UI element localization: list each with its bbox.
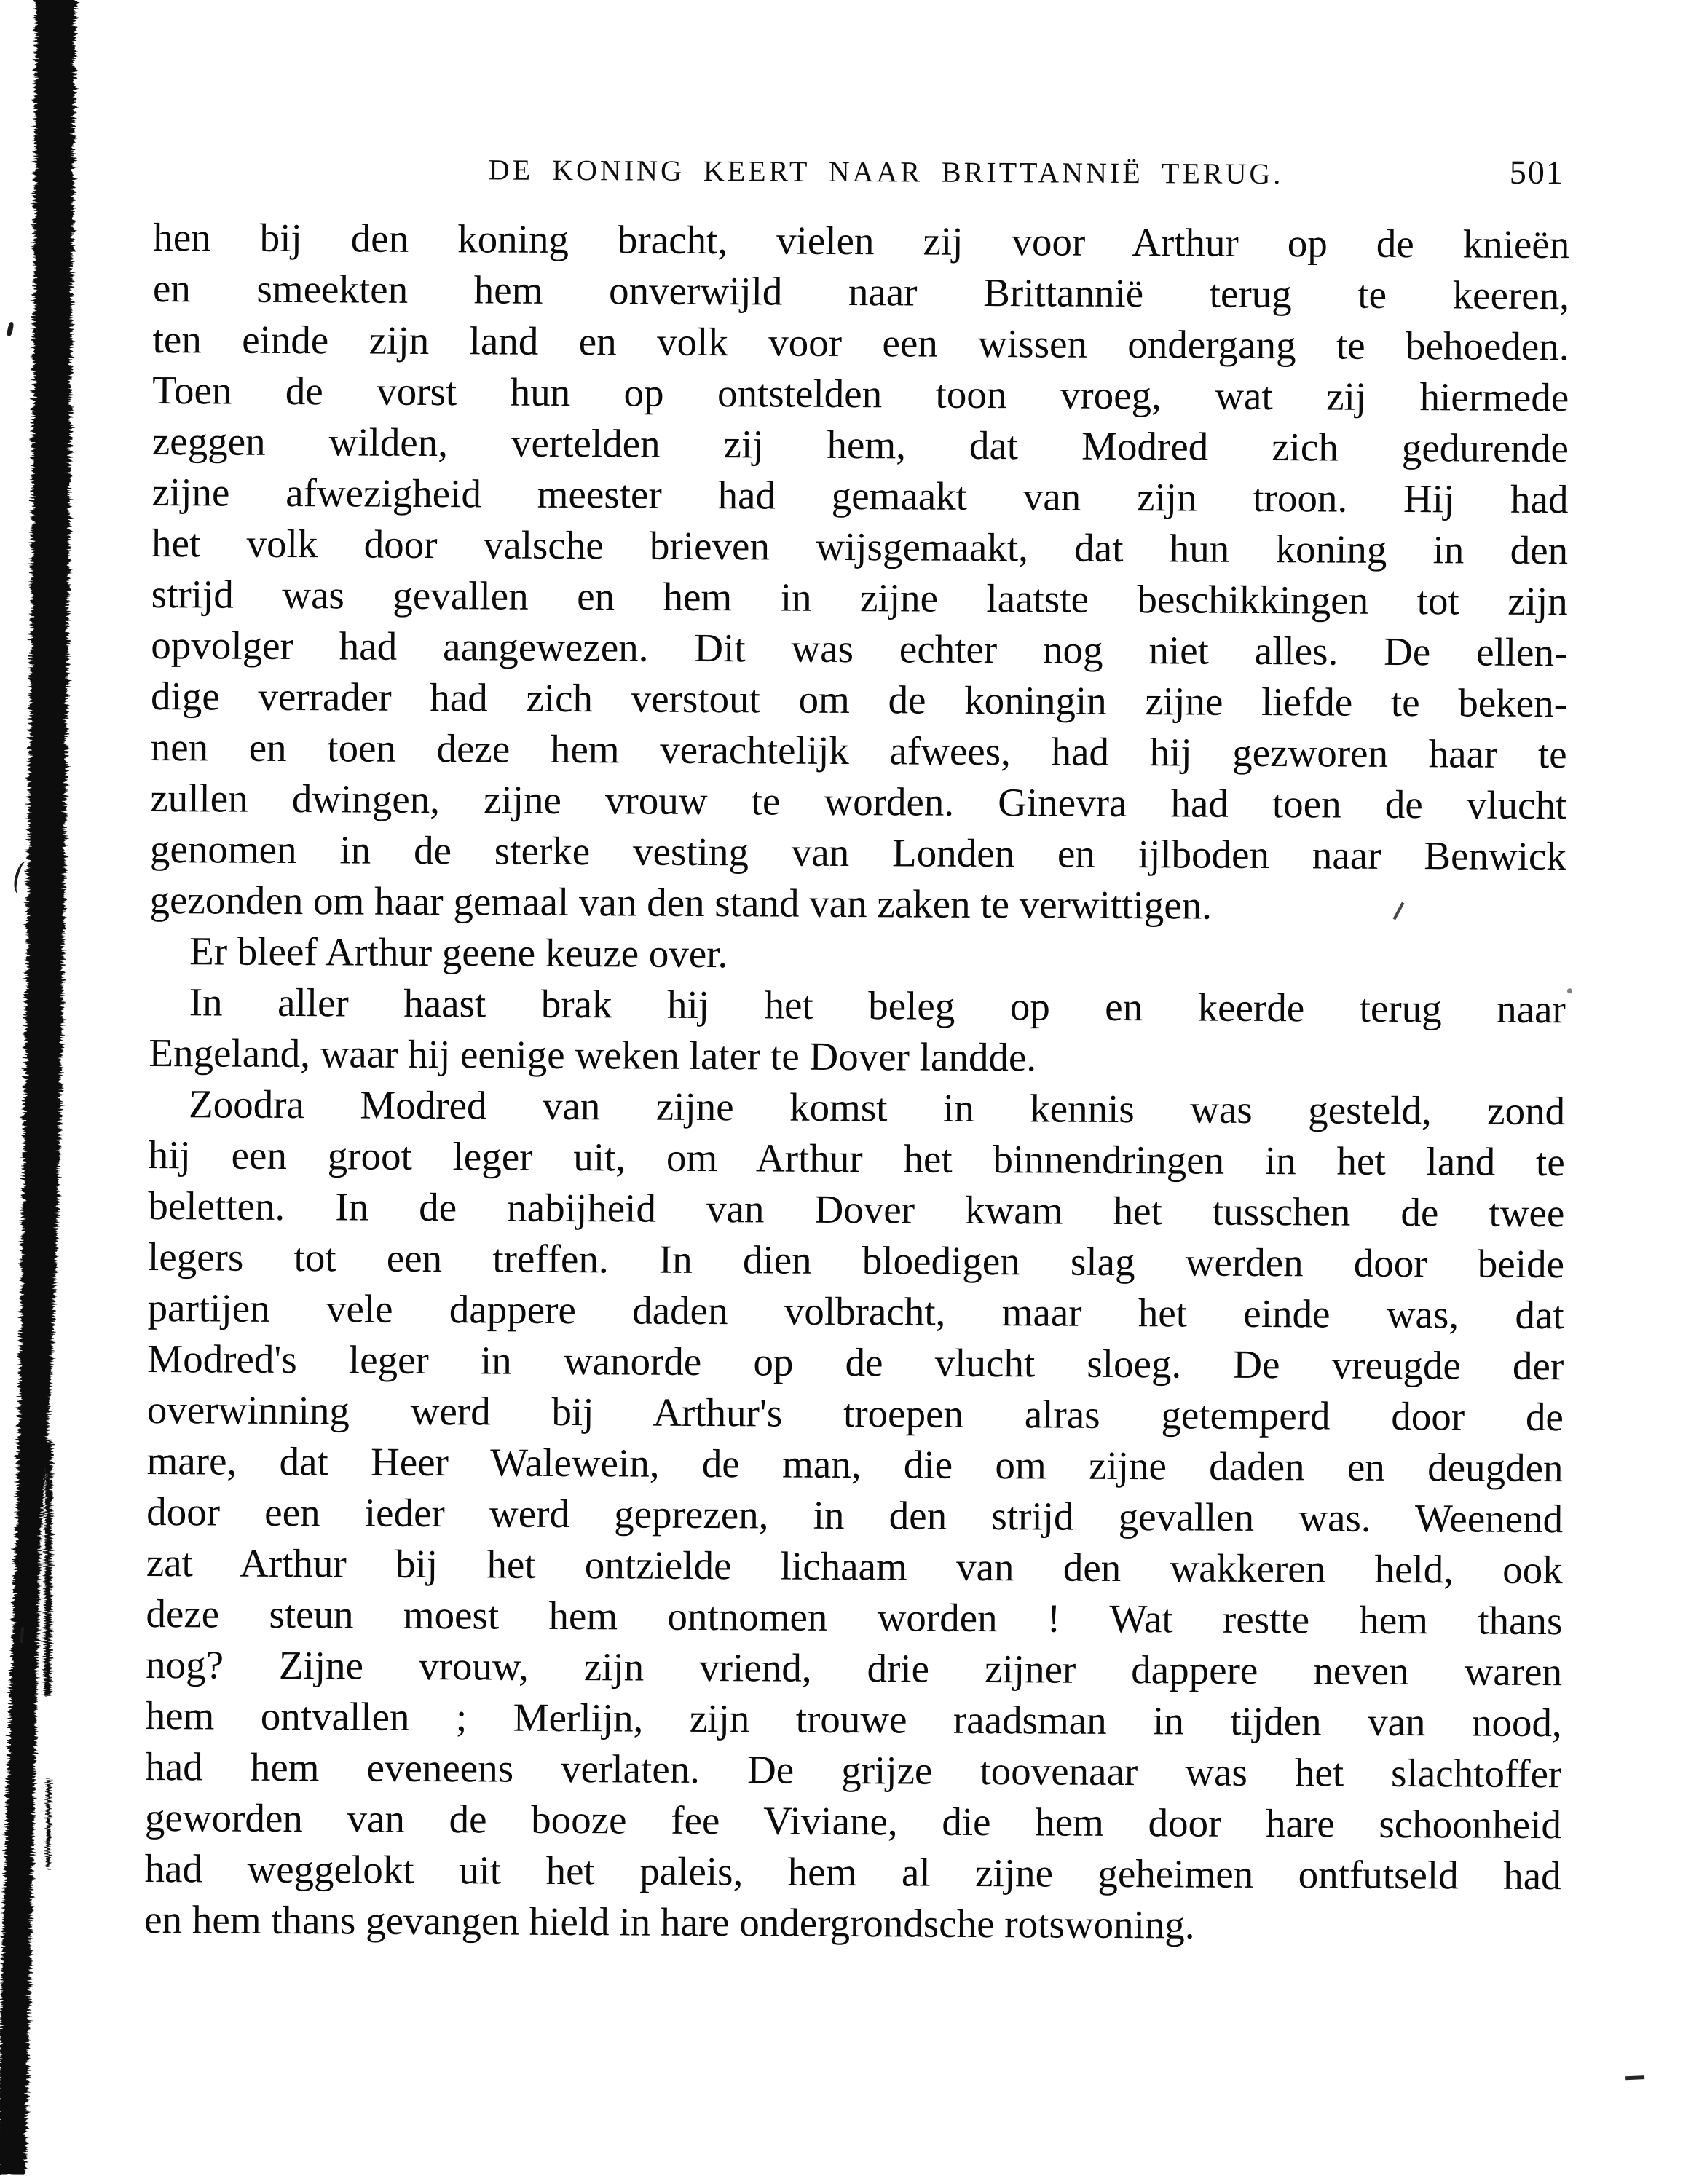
page-number: 501 (1509, 153, 1564, 192)
text-line: dige verrader had zich verstout om de koningin zijne liefde te beken- (150, 674, 1568, 726)
text-line: partijen vele dappere daden volbracht, maar het einde was, dat (147, 1285, 1564, 1338)
text-line: hem ontvallen ; Merlijn, zijn trouwe raadsman in tijden van nood, (145, 1692, 1562, 1746)
page-text (144, 212, 1569, 1952)
text-line: geworden van de booze fee Viviane, die hem door hare schoonheid (144, 1794, 1562, 1848)
text-line: genomen in de sterke vesting van Londen en ijlboden naar Benwick (149, 826, 1567, 879)
text-line: zat Arthur bij het ontzielde lichaam van den wakkeren held, ook (146, 1540, 1563, 1593)
text-line: gezonden om haar gemaal van den stand van zaken te verwittigen. (149, 877, 1213, 928)
text-line: Engeland, waar hij eenige weken later te Dover landde. (149, 1030, 1037, 1080)
text-line: mare, dat Heer Walewein, de man, die om zijne daden en deugden (146, 1438, 1564, 1491)
text-line: en smeekten hem onverwijld naar Brittannië terug te keeren, (152, 266, 1570, 318)
text-line: door een ieder werd geprezen, in den strijd gevallen was. Weenend (146, 1489, 1564, 1542)
text-line: overwinning werd bij Arthur's troepen alras getemperd door de (146, 1387, 1564, 1440)
text-line: hen bij den koning bracht, vielen zij voor Arthur op de knieën (153, 215, 1570, 267)
binding-shadow (0, 0, 122, 2176)
text-line: Er bleef Arthur geene keuze over. (189, 929, 728, 977)
text-line: en hem thans gevangen hield in hare ondergrondsche rotswoning. (144, 1896, 1195, 1947)
text-line: had hem eveneens verlaten. De grijze toovenaar was het slachtoffer (145, 1743, 1562, 1797)
text-line: het volk door valsche brieven wijsgemaakt, dat hun koning in den (151, 521, 1569, 573)
text-line: deze steun moest hem ontnomen worden ! Wat restte hem thans (146, 1590, 1563, 1644)
text-line: opvolger had aangewezen. Dit was echter nog niet alles. De ellen- (151, 623, 1568, 675)
text-line: Modred's leger in wanorde op de vlucht sloeg. De vreugde der (147, 1336, 1564, 1389)
scan-speck (1567, 988, 1572, 993)
text-line: zeggen wilden, vertelden zij hem, dat Modred zich gedurende (151, 419, 1569, 471)
text-line: ten einde zijn land en volk voor een wissen ondergang te behoeden. (152, 317, 1569, 369)
text-line: Zoodra Modred van zijne komst in kennis was gesteld, zond (188, 1081, 1566, 1134)
scan-speck (1625, 2075, 1644, 2080)
text-line: beletten. In de nabijheid van Dover kwam het tusschen de twee (148, 1183, 1565, 1236)
text-line: hij een groot leger uit, om Arthur het binnendringen in het land te (148, 1132, 1565, 1185)
text-line: Toen de vorst hun op ontstelden toon vroeg, wat zij hiermede (152, 368, 1569, 420)
running-title: DE KONING KEERT NAAR BRITTANNIË TERUG. (488, 153, 1284, 191)
text-line: strijd was gevallen en hem in zijne laatste beschikkingen tot zijn (151, 572, 1568, 624)
text-line: zijne afwezigheid meester had gemaakt van zijn troon. Hij had (151, 470, 1569, 522)
text-line: In aller haast brak hij het beleg op en keerde terug naar (189, 979, 1566, 1032)
text-line: nog? Zijne vrouw, zijn vriend, drie zijner dappere neven waren (145, 1641, 1563, 1695)
text-line: nen en toen deze hem verachtelijk afwees, had hij gezworen haar te (150, 724, 1567, 777)
text-line: zullen dwingen, zijne vrouw te worden. Ginevra had toen de vlucht (150, 775, 1567, 828)
text-line: had weggelokt uit het paleis, hem al zijne geheimen ontfutseld had (144, 1845, 1561, 1899)
text-line: legers tot een treffen. In dien bloedigen slag werden door beide (147, 1234, 1565, 1287)
